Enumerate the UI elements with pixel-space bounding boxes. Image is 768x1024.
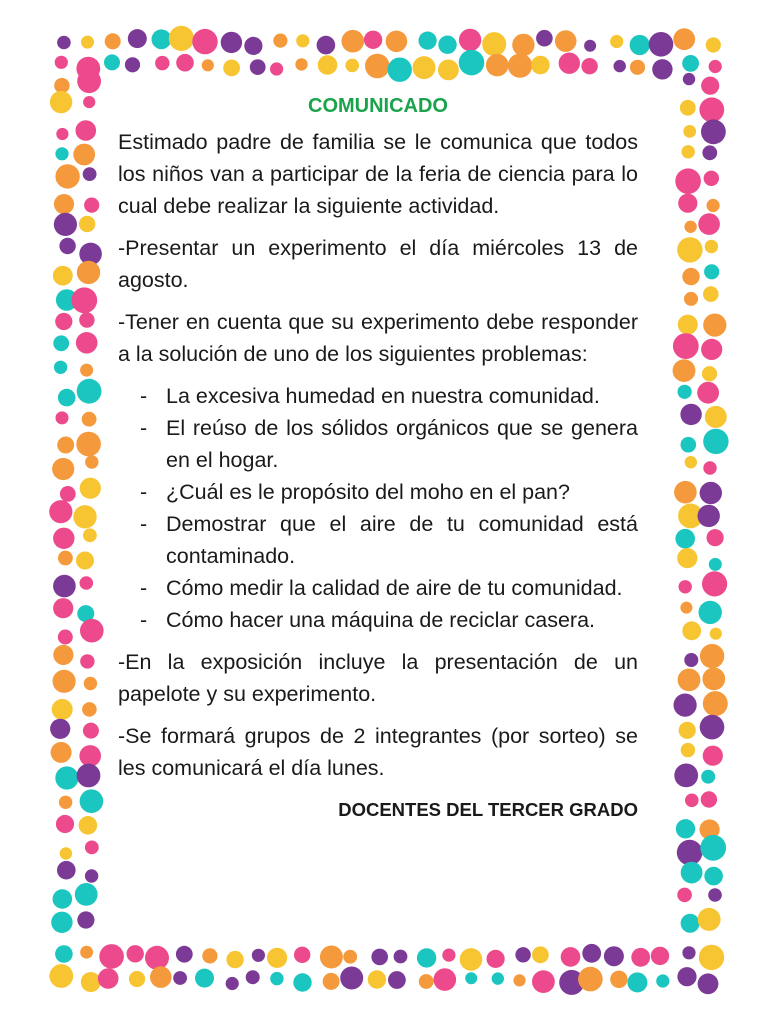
decorative-dot xyxy=(531,56,550,75)
decorative-dot xyxy=(674,481,697,504)
decorative-dot xyxy=(60,847,72,859)
decorative-dot xyxy=(419,31,437,49)
decorative-dot xyxy=(682,145,695,158)
decorative-dot xyxy=(246,970,260,984)
decorative-dot xyxy=(176,54,194,72)
decorative-dot xyxy=(673,333,699,359)
decorative-dot xyxy=(54,361,67,374)
decorative-dot xyxy=(683,125,696,138)
decorative-dot xyxy=(104,54,120,70)
decorative-dot xyxy=(581,58,597,74)
decorative-dot xyxy=(80,364,93,377)
decorative-dot xyxy=(77,379,102,404)
decorative-dot xyxy=(83,167,97,181)
decorative-dot xyxy=(700,482,722,504)
decorative-dot xyxy=(152,29,172,49)
decorative-dot xyxy=(150,966,172,988)
list-item-text: Cómo medir la calidad de aire de tu comunidad. xyxy=(166,576,623,600)
decorative-dot xyxy=(678,669,701,692)
decorative-dot xyxy=(684,292,698,306)
decorative-dot xyxy=(680,602,692,614)
decorative-dot xyxy=(244,37,262,55)
decorative-dot xyxy=(677,888,692,903)
decorative-dot xyxy=(85,841,99,855)
list-item xyxy=(118,476,638,508)
decorative-dot xyxy=(413,56,436,79)
decorative-dot xyxy=(77,261,100,284)
decorative-dot xyxy=(169,26,194,51)
decorative-dot xyxy=(701,791,717,807)
decorative-dot xyxy=(80,789,104,813)
decorative-dot xyxy=(678,385,692,399)
decorative-dot xyxy=(53,889,73,909)
bullet-dash: - xyxy=(140,512,148,536)
decorative-dot xyxy=(682,268,699,285)
decorative-dot xyxy=(55,56,68,69)
decorative-dot xyxy=(513,974,525,986)
decorative-dot xyxy=(84,677,97,690)
decorative-dot xyxy=(75,883,98,906)
list-item-text: La excesiva humedad en nuestra comunidad. xyxy=(166,384,600,408)
decorative-dot xyxy=(50,719,70,739)
decorative-dot xyxy=(677,967,696,986)
decorative-dot xyxy=(73,144,95,166)
decorative-dot xyxy=(559,53,580,74)
decorative-dot xyxy=(53,528,74,549)
decorative-dot xyxy=(81,972,101,992)
decorative-dot xyxy=(515,947,530,962)
decorative-dot xyxy=(52,699,73,720)
decorative-dot xyxy=(293,973,311,991)
bullet-dash: - xyxy=(140,416,148,440)
decorative-dot xyxy=(388,57,412,81)
decorative-dot xyxy=(708,888,722,902)
decorative-dot xyxy=(320,946,343,969)
decorative-dot xyxy=(57,36,71,50)
date-paragraph: -Presentar un experimento el día miércoles 13 de agosto. xyxy=(118,236,638,292)
decorative-dot xyxy=(681,437,697,453)
decorative-dot xyxy=(77,911,94,928)
decorative-dot xyxy=(532,970,555,993)
decorative-dot xyxy=(582,944,601,963)
decorative-dot xyxy=(707,529,724,546)
decorative-dot xyxy=(678,315,698,335)
decorative-dot xyxy=(51,742,72,763)
decorative-dot xyxy=(677,237,702,262)
decorative-dot xyxy=(681,743,695,757)
decorative-dot xyxy=(584,40,596,52)
decorative-dot xyxy=(536,30,553,47)
decorative-dot xyxy=(699,601,722,624)
decorative-dot xyxy=(482,32,506,56)
decorative-dot xyxy=(53,335,69,351)
decorative-dot xyxy=(704,867,723,886)
decorative-dot xyxy=(155,56,169,70)
decorative-dot xyxy=(128,29,147,48)
decorative-dot xyxy=(698,908,721,931)
decorative-dot xyxy=(267,948,287,968)
decorative-dot xyxy=(698,213,720,235)
decorative-dot xyxy=(631,948,650,967)
decorative-dot xyxy=(58,551,73,566)
decorative-dot xyxy=(80,576,94,590)
list-item-text: Demostrar que el aire de tu comunidad está contaminado. xyxy=(166,512,638,568)
decorative-dot xyxy=(50,91,72,113)
decorative-dot xyxy=(54,194,74,214)
decorative-dot xyxy=(675,168,701,194)
decorative-dot xyxy=(365,54,390,79)
list-item xyxy=(118,572,638,604)
decorative-dot xyxy=(702,366,717,381)
decorative-dot xyxy=(81,36,94,49)
decorative-dot xyxy=(679,722,696,739)
decorative-dot xyxy=(610,35,623,48)
decorative-dot xyxy=(434,968,457,991)
decorative-dot xyxy=(273,34,287,48)
decorative-dot xyxy=(364,31,382,49)
decorative-dot xyxy=(630,60,645,75)
decorative-dot xyxy=(703,286,719,302)
decorative-dot xyxy=(627,972,647,992)
decorative-dot xyxy=(82,412,97,427)
decorative-dot xyxy=(342,30,365,53)
decorative-dot xyxy=(673,359,696,382)
decorative-dot xyxy=(703,746,723,766)
decorative-dot xyxy=(704,171,719,186)
decorative-dot xyxy=(512,34,534,56)
decorative-dot xyxy=(55,313,72,330)
decorative-dot xyxy=(702,668,725,691)
decorative-dot xyxy=(223,60,240,77)
decorative-dot xyxy=(82,702,97,717)
decorative-dot xyxy=(80,654,94,668)
decorative-dot xyxy=(368,970,386,988)
decorative-dot xyxy=(678,194,697,213)
bullet-dash: - xyxy=(140,480,148,504)
decorative-dot xyxy=(295,58,307,70)
decorative-dot xyxy=(294,947,310,963)
decorative-dot xyxy=(270,62,283,75)
decorative-dot xyxy=(676,819,695,838)
decorative-dot xyxy=(57,861,76,880)
decorative-dot xyxy=(125,57,140,72)
decorative-dot xyxy=(76,120,97,141)
decorative-dot xyxy=(202,948,217,963)
decorative-dot xyxy=(79,312,94,327)
decorative-dot xyxy=(340,967,363,990)
decorative-dot xyxy=(58,630,73,645)
decorative-dot xyxy=(703,461,716,474)
decorative-dot xyxy=(85,455,98,468)
decorative-dot xyxy=(680,100,696,116)
decorative-dot xyxy=(83,528,97,542)
decorative-dot xyxy=(684,221,696,233)
decorative-dot xyxy=(394,950,408,964)
decorative-dot xyxy=(706,37,721,52)
decorative-dot xyxy=(703,429,728,454)
decorative-dot xyxy=(673,28,695,50)
decorative-dot xyxy=(56,128,68,140)
decorative-dot xyxy=(343,950,357,964)
decorative-dot xyxy=(508,53,532,77)
decorative-dot xyxy=(56,411,69,424)
decorative-dot xyxy=(73,505,96,528)
decorative-dot xyxy=(59,238,75,254)
announcement-body xyxy=(118,92,638,826)
decorative-dot xyxy=(57,437,74,454)
decorative-dot xyxy=(226,977,239,990)
decorative-dot xyxy=(129,971,145,987)
bullet-dash: - xyxy=(140,576,148,600)
decorative-dot xyxy=(685,456,697,468)
decorative-dot xyxy=(682,946,695,959)
decorative-dot xyxy=(677,548,697,568)
decorative-dot xyxy=(417,948,436,967)
decorative-dot xyxy=(555,30,577,52)
problems-paragraph: -Tener en cuenta que su experimento debe responder a la solución de uno de los siguientes problemas: xyxy=(118,310,638,366)
decorative-dot xyxy=(710,628,722,640)
decorative-dot xyxy=(649,32,674,57)
decorative-dot xyxy=(105,33,121,49)
exposition-paragraph: -En la exposición incluye la presentación de un papelote y su experimento. xyxy=(118,650,638,706)
decorative-dot xyxy=(685,794,699,808)
decorative-dot xyxy=(55,164,79,188)
decorative-dot xyxy=(127,945,144,962)
list-item-text: El reúso de los sólidos orgánicos que se genera en el hogar. xyxy=(166,416,638,472)
decorative-dot xyxy=(296,34,309,47)
decorative-dot xyxy=(51,912,72,933)
decorative-dot xyxy=(49,500,72,523)
decorative-dot xyxy=(55,766,78,789)
decorative-dot xyxy=(77,69,101,93)
decorative-dot xyxy=(85,869,98,882)
decorative-dot xyxy=(83,723,99,739)
decorative-dot xyxy=(492,972,504,984)
decorative-dot xyxy=(442,949,455,962)
decorative-dot xyxy=(54,213,77,236)
decorative-dot xyxy=(79,745,101,767)
decorative-dot xyxy=(680,404,701,425)
decorative-dot xyxy=(578,967,603,992)
decorative-dot xyxy=(323,973,340,990)
decorative-dot xyxy=(697,382,719,404)
decorative-dot xyxy=(371,949,388,966)
decorative-dot xyxy=(84,198,99,213)
bullet-dash: - xyxy=(140,608,148,632)
decorative-dot xyxy=(221,32,242,53)
decorative-dot xyxy=(702,145,717,160)
decorative-dot xyxy=(250,59,266,75)
decorative-dot xyxy=(318,55,338,75)
decorative-dot xyxy=(80,619,104,643)
decorative-dot xyxy=(76,432,101,457)
decorative-dot xyxy=(202,59,214,71)
decorative-dot xyxy=(52,458,74,480)
decorative-dot xyxy=(79,216,95,232)
decorative-dot xyxy=(386,31,408,53)
decorative-dot xyxy=(60,486,76,502)
decorative-dot xyxy=(532,946,549,963)
decorative-dot xyxy=(610,971,627,988)
decorative-dot xyxy=(438,60,459,81)
decorative-dot xyxy=(53,598,73,618)
decorative-dot xyxy=(683,73,695,85)
decorative-dot xyxy=(684,653,698,667)
decorative-dot xyxy=(459,50,485,76)
decorative-dot xyxy=(630,35,650,55)
decorative-dot xyxy=(80,478,101,499)
decorative-dot xyxy=(252,949,265,962)
decorative-dot xyxy=(58,389,76,407)
decorative-dot xyxy=(49,964,73,988)
decorative-dot xyxy=(698,973,719,994)
decorative-dot xyxy=(80,946,93,959)
decorative-dot xyxy=(701,119,726,144)
decorative-dot xyxy=(270,972,283,985)
list-item xyxy=(118,412,638,476)
decorative-dot xyxy=(674,764,698,788)
decorative-dot xyxy=(345,59,359,73)
decorative-dot xyxy=(681,862,703,884)
decorative-dot xyxy=(677,840,703,866)
decorative-dot xyxy=(707,199,720,212)
decorative-dot xyxy=(703,691,728,716)
decorative-dot xyxy=(226,951,243,968)
decorative-dot xyxy=(487,950,505,968)
decorative-dot xyxy=(682,621,701,640)
decorative-dot xyxy=(388,971,406,989)
decorative-dot xyxy=(700,835,726,861)
decorative-dot xyxy=(76,332,98,354)
decorative-dot xyxy=(705,406,727,428)
decorative-dot xyxy=(56,815,74,833)
decorative-dot xyxy=(682,55,699,72)
decorative-dot xyxy=(53,266,73,286)
list-item xyxy=(118,508,638,572)
decorative-dot xyxy=(77,764,101,788)
decorative-dot xyxy=(53,670,76,693)
decorative-dot xyxy=(460,948,483,971)
decorative-dot xyxy=(699,945,724,970)
decorative-dot xyxy=(652,59,672,79)
bullet-dash: - xyxy=(140,384,148,408)
decorative-dot xyxy=(704,264,719,279)
decorative-dot xyxy=(699,97,724,122)
decorative-dot xyxy=(700,644,724,668)
decorative-dot xyxy=(700,715,725,740)
list-item-text: ¿Cuál es le propósito del moho en el pan? xyxy=(166,480,570,504)
decorative-dot xyxy=(651,947,669,965)
groups-paragraph: -Se formará grupos de 2 integrantes (por sorteo) se les comunicará el día lunes. xyxy=(118,724,638,780)
decorative-dot xyxy=(192,29,217,54)
decorative-dot xyxy=(656,974,669,987)
decorative-dot xyxy=(614,60,626,72)
decorative-dot xyxy=(76,552,94,570)
decorative-dot xyxy=(701,339,722,360)
decorative-dot xyxy=(681,914,700,933)
decorative-dot xyxy=(83,96,95,108)
decorative-dot xyxy=(79,816,98,835)
decorative-dot xyxy=(419,974,434,989)
decorative-dot xyxy=(145,946,169,970)
problems-list xyxy=(118,380,638,636)
decorative-dot xyxy=(317,36,336,55)
decorative-dot xyxy=(195,969,214,988)
decorative-dot xyxy=(486,54,509,77)
announcement-title: COMUNICADO xyxy=(308,95,448,117)
decorative-dot xyxy=(705,240,718,253)
intro-paragraph: Estimado padre de familia se le comunica que todos los niños van a participar de la feria de ciencia para lo cual debe realizar la siguiente actividad. xyxy=(118,130,638,218)
decorative-dot xyxy=(604,946,624,966)
decorative-dot xyxy=(459,29,481,51)
decorative-dot xyxy=(99,944,124,969)
decorative-dot xyxy=(53,645,73,665)
decorative-dot xyxy=(55,945,73,963)
list-item xyxy=(118,380,638,412)
decorative-dot xyxy=(59,796,72,809)
decorative-dot xyxy=(71,287,97,313)
decorative-dot xyxy=(701,770,715,784)
decorative-dot xyxy=(709,60,722,73)
decorative-dot xyxy=(53,575,76,598)
list-item-text: Cómo hacer una máquina de reciclar casera. xyxy=(166,608,596,632)
decorative-dot xyxy=(55,147,68,160)
decorative-dot xyxy=(561,947,581,967)
decorative-dot xyxy=(675,529,695,549)
decorative-dot xyxy=(701,77,719,95)
decorative-dot xyxy=(465,972,477,984)
list-item xyxy=(118,604,638,636)
decorative-dot xyxy=(698,505,720,527)
decorative-dot xyxy=(709,558,722,571)
decorative-dot xyxy=(674,694,697,717)
decorative-dot xyxy=(703,314,726,337)
decorative-dot xyxy=(176,946,193,963)
decorative-dot xyxy=(173,971,187,985)
decorative-dot xyxy=(98,968,119,989)
decorative-dot xyxy=(679,580,692,593)
signature: DOCENTES DEL TERCER GRADO xyxy=(338,799,638,820)
decorative-dot xyxy=(702,571,727,596)
decorative-dot xyxy=(438,36,456,54)
